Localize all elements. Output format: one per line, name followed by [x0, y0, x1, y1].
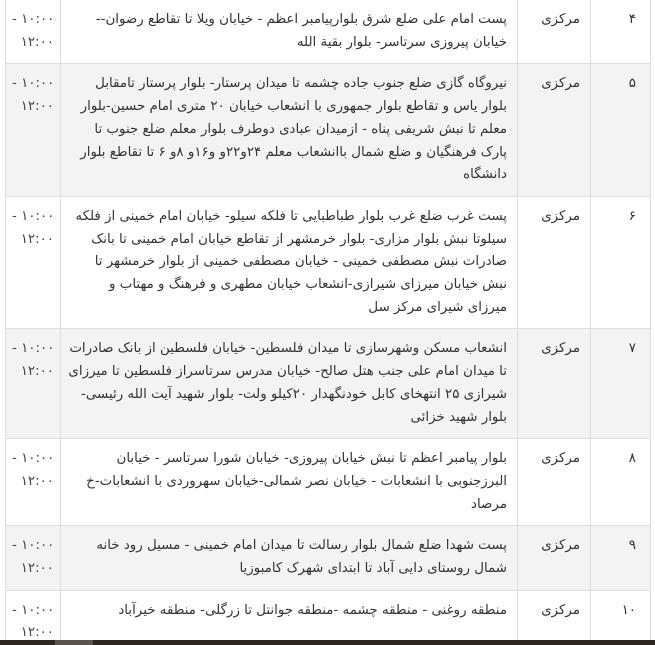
outage-schedule-table	[5, 0, 651, 645]
area-description-cell: پست غرب ضلع غرب بلوار طباطبایی تا فلکه سیلو- خیابان امام خمینی از فلکه سیلوتا نبش بلوار مزاری- بلوار خرمشهر از تقاطع خیابان امام خمینی تا بانک صادرات نبش مصطفی خمینی - خیابان مصطفی خمینی از بلوار خرمشهر تا نبش خیابان میرزای شیرازی-انشعاب خیابان مطهری و فرهنگ و مهتاب و میرزای شیرای مرکز سل	[61, 196, 518, 329]
time-start: - ۱۰:۰۰	[12, 538, 55, 554]
table-row	[6, 439, 651, 526]
time-start: - ۱۰:۰۰	[12, 451, 55, 467]
region-cell: مرکزی	[518, 196, 591, 329]
region-cell: مرکزی	[518, 0, 591, 64]
time-start: - ۱۰:۰۰	[12, 602, 55, 618]
row-number: ۱۰	[591, 590, 651, 645]
time-cell	[6, 0, 61, 64]
region-cell: مرکزی	[518, 64, 591, 197]
table-row	[6, 64, 651, 197]
table-row	[6, 329, 651, 439]
time-cell	[6, 196, 61, 329]
table-row	[6, 590, 651, 645]
time-end: ۱۲:۰۰	[20, 561, 54, 577]
scrollbar-thumb[interactable]	[55, 640, 93, 645]
time-cell	[6, 439, 61, 526]
region-cell: مرکزی	[518, 439, 591, 526]
region-cell: مرکزی	[518, 526, 591, 590]
time-end: ۱۲:۰۰	[20, 364, 54, 380]
time-end: ۱۲:۰۰	[20, 231, 54, 247]
time-end: ۱۲:۰۰	[20, 34, 54, 50]
time-start: - ۱۰:۰۰	[12, 76, 55, 92]
time-cell	[6, 590, 61, 645]
time-start: - ۱۰:۰۰	[12, 12, 55, 27]
area-description-cell: پست شهدا ضلع شمال بلوار رسالت تا میدان امام خمینی - مسیل رود خانه شمال روستای دایی آباد تا ابتدای شهرک کامبوزیا	[61, 526, 518, 590]
row-number: ۹	[591, 526, 651, 590]
row-number: ۴	[591, 0, 651, 64]
time-cell	[6, 329, 61, 439]
time-end: ۱۲:۰۰	[20, 473, 54, 489]
horizontal-scrollbar[interactable]	[0, 640, 655, 645]
area-description-cell: منطقه روغنی - منطقه چشمه -منطقه جوانتل تا زرگلی- منطقه خیرآباد	[61, 590, 518, 645]
area-description-cell: پست امام علی ضلع شرق بلوارپیامبر اعظم - خیابان ویلا تا تقاطع رضوان-- خیابان پیروزی سرتاسر- بلوار بقیة الله	[61, 0, 518, 64]
region-cell: مرکزی	[518, 329, 591, 439]
table-row	[6, 196, 651, 329]
row-number: ۸	[591, 439, 651, 526]
region-cell: مرکزی	[518, 590, 591, 645]
area-description-cell: بلوار پیامبر اعظم تا نبش خیابان پیروزی- خیابان شورا سرتاسر - خیابان البرزجنوبی با انشعابات - خیابان نصر شمالی-خیابان سهروردی با انشعابات-خ مرصاد	[61, 439, 518, 526]
time-cell	[6, 64, 61, 197]
area-description-cell: نیروگاه گازی ضلع جنوب جاده چشمه تا میدان پرستار- بلوار پرستار تامقابل بلوار یاس و تقاطع بلوار جمهوری با انشعاب خیابان ۲۰ متری امام حسین-بلوار معلم تا نبش شریفی پناه - ازمیدان عبادی دوطرف بلوار معلم ضلع جنوب تا پارک فرهنگیان و ضلع شمال باانشعاب معلم ۲۴و۲۲و و۱۶و ۸و ۶ تا تقاطع بلوار دانشگاه	[61, 64, 518, 197]
time-cell	[6, 526, 61, 590]
table-row	[6, 526, 651, 590]
area-description-cell: انشعاب مسکن وشهرسازی تا میدان فلسطین- خیابان فلسطین از بانک صادرات تا میدان امام علی جنب هتل صالح- خیابان مدرس سرتاسراز فلسطین تا میرزای شیرازی ۲۵ انتهخای کابل خودنگهدار ۲۰کیلو ولت- بلوار شهید آیت الله رئیسی- بلوار شهید خزائی	[61, 329, 518, 439]
outage-schedule-table-container	[5, 0, 651, 645]
time-end: ۱۲:۰۰	[20, 625, 54, 641]
time-start: - ۱۰:۰۰	[12, 208, 55, 224]
time-end: ۱۲:۰۰	[20, 99, 54, 115]
time-start: - ۱۰:۰۰	[12, 341, 55, 357]
row-number: ۶	[591, 196, 651, 329]
table-row	[6, 0, 651, 64]
row-number: ۷	[591, 329, 651, 439]
row-number: ۵	[591, 64, 651, 197]
